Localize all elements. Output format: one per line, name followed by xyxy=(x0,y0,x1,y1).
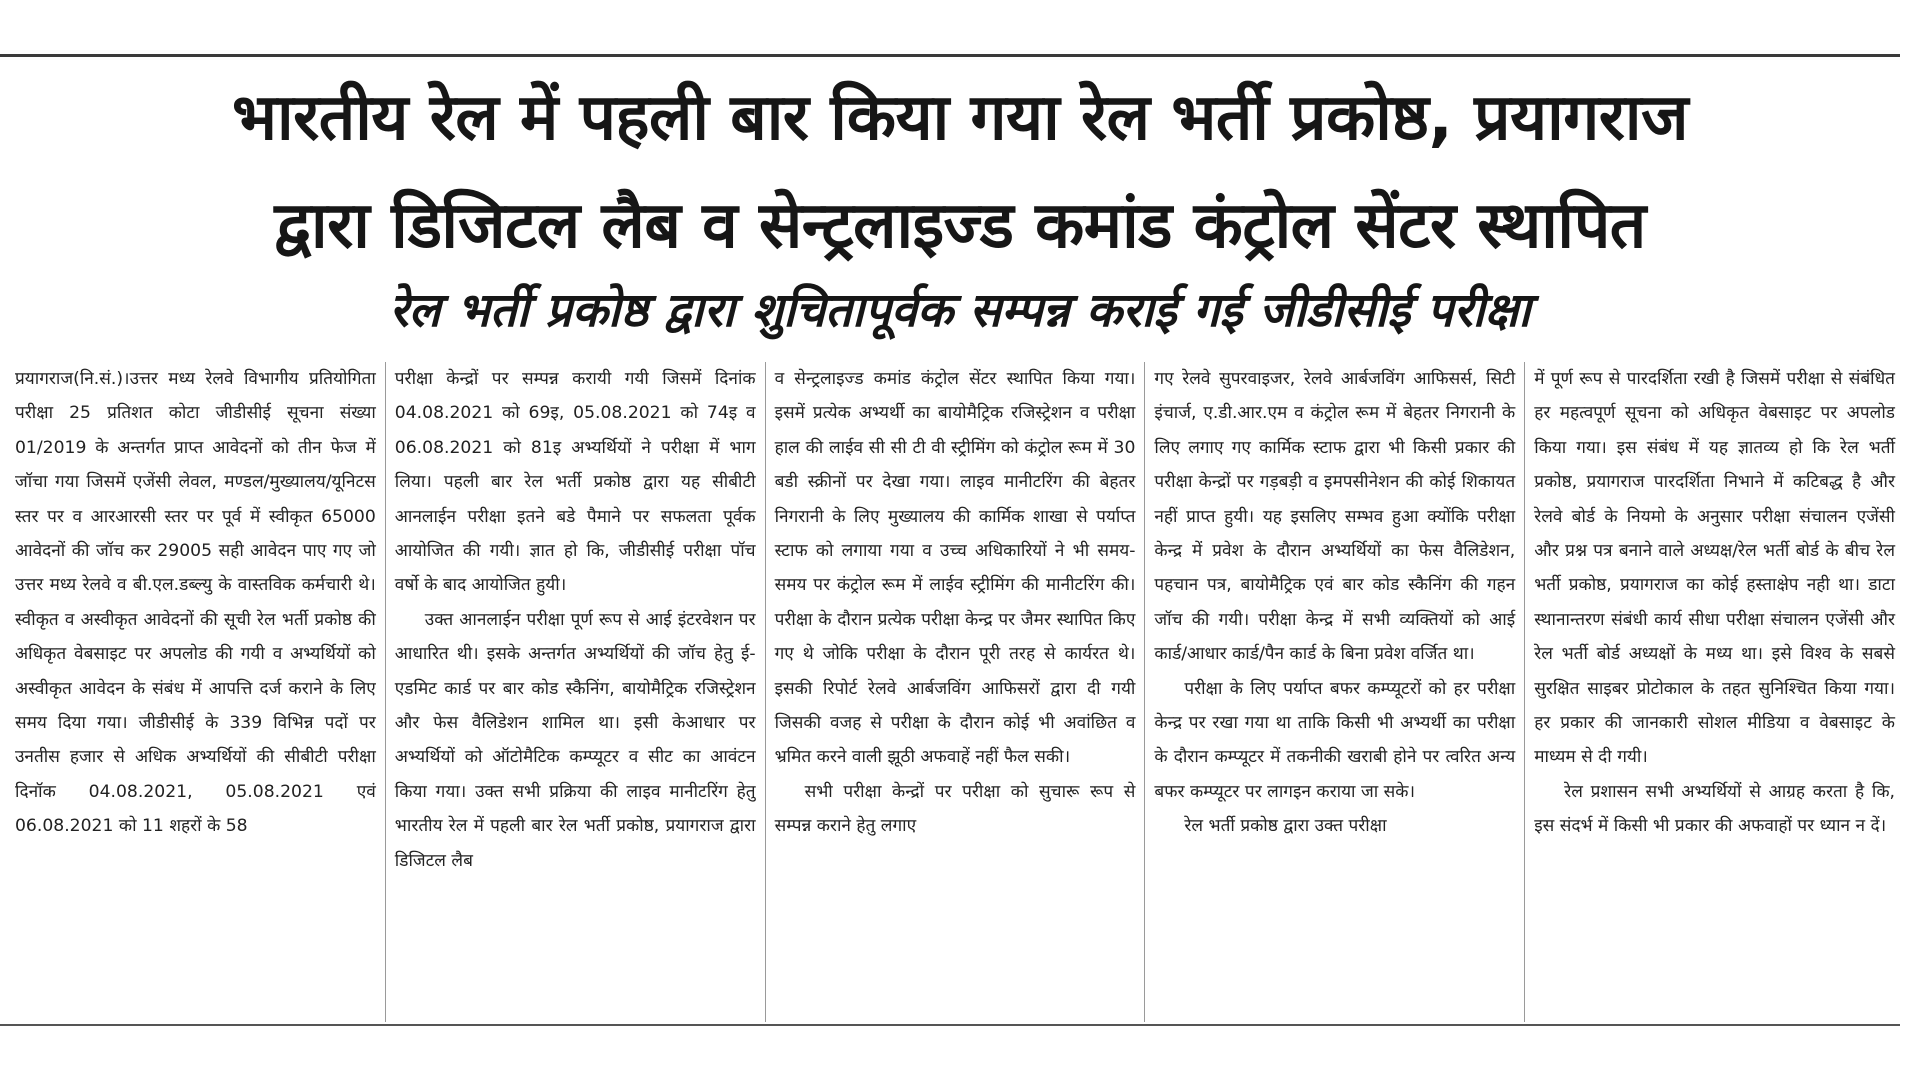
headline xyxy=(0,64,1920,280)
paragraph: गए रेलवे सुपरवाइजर, रेलवे आर्बजविंग आफिसर्स, सिटी इंचार्ज, ए.डी.आर.एम व कंट्रोल रूम में बेहतर निगरानी के लिए लगाए गए कार्मिक स्टाफ द्वारा भी किसी प्रकार की परीक्षा केन्द्रों पर गड़बड़ी व इमपसीनेशन की कोई शिकायत नहीं प्राप्त हुयी। यह इसलिए सम्भव हुआ क्योंकि परीक्षा केन्द्र में प्रवेश के दौरान अभ्यर्थियों का फेस वैलिडेशन, पहचान पत्र, बायोमैट्रिक एवं बार कोड स्कैनिंग की गहन जॉच की गयी। परीक्षा केन्द्र में सभी व्यक्तियों को आई कार्ड/आधार कार्ड/पैन कार्ड के बिना प्रवेश वर्जित था। xyxy=(1154,369,1516,665)
column-1 xyxy=(6,362,386,1022)
column-2 xyxy=(386,362,766,1022)
top-rule xyxy=(0,54,1900,57)
headline-line-1: भारतीय रेल में पहली बार किया गया रेल भर्ती प्रकोष्ठ, प्रयागराज xyxy=(232,81,1688,155)
paragraph: रेल भर्ती प्रकोष्ठ द्वारा उक्त परीक्षा xyxy=(1184,816,1387,837)
bottom-rule xyxy=(0,1024,1900,1026)
paragraph: रेल प्रशासन सभी अभ्यर्थियों से आग्रह करता है कि, इस संदर्भ में किसी भी प्रकार की अफवाहों पर ध्यान न दें। xyxy=(1534,781,1895,837)
paragraph: व सेन्ट्रलाइज्ड कमांड कंट्रोल सेंटर स्थापित किया गया। इसमें प्रत्येक अभ्यर्थी का बायोमैट्रिक रजिस्ट्रेशन व परीक्षा हाल की लाईव सी सी टी वी स्ट्रीमिंग को कंट्रोल रूम में 30 बडी स्क्रीनों पर देखा गया। लाइव मानीटरिंग की बेहतर निगरानी के लिए मुख्यालय की कार्मिक शाखा से पर्याप्त स्टाफ को लगाया गया व उच्च अधिकारियों ने भी समय-समय पर कंट्रोल रूम में लाईव स्ट्रीमिंग की मानीटरिंग की। परीक्षा के दौरान प्रत्येक परीक्षा केन्द्र पर जैमर स्थापित किए गए थे जोकि परीक्षा के दौरान पूरी तरह से कार्यरत थे। इसकी रिपोर्ट रेलवे आर्बजविंग आफिसरों द्वारा दी गयी जिसकी वजह से परीक्षा के दौरान कोई भी अवांछित व भ्रमित करने वाली झूठी अफवाहें नहीं फैल सकी। xyxy=(774,369,1136,768)
column-4 xyxy=(1145,362,1525,1022)
subheadline: रेल भर्ती प्रकोष्ठ द्वारा शुचितापूर्वक सम्पन्न कराई गई जीडीसीई परीक्षा xyxy=(389,283,1531,338)
article-columns xyxy=(6,362,1904,1022)
headline-line-2: द्वारा डिजिटल लैब व सेन्ट्रलाइज्ड कमांड कंट्रोल सेंटर स्थापित xyxy=(274,189,1646,263)
column-3 xyxy=(766,362,1146,1022)
paragraph: में पूर्ण रूप से पारदर्शिता रखी है जिसमें परीक्षा से संबंधित हर महत्वपूर्ण सूचना को अधिकृत वेबसाइट पर अपलोड किया गया। इस संबंध में यह ज्ञातव्य हो कि रेल भर्ती प्रकोष्ठ, प्रयागराज पारदर्शिता निभाने में कटिबद्ध है और रेलवे बोर्ड के नियमो के अनुसार परीक्षा संचालन एजेंसी और प्रश्न पत्र बनाने वाले अध्यक्ष/रेल भर्ती बोर्ड के बीच रेल भर्ती प्रकोष्ठ, प्रयागराज का कोई हस्ताक्षेप नही था। डाटा स्थानान्तरण संबंधी कार्य सीधा परीक्षा संचालन एजेंसी और रेल भर्ती बोर्ड अध्यक्षों के मध्य था। इसे विश्व के सबसे सुरक्षित साइबर प्रोटोकाल के तहत सुनिश्चित किया गया। हर प्रकार की जानकारी सोशल मीडिया व वेबसाइट के माध्यम से दी गयी। xyxy=(1534,369,1895,768)
paragraph: उक्त आनलाईन परीक्षा पूर्ण रूप से आई इंटरवेशन पर आधारित थी। इसके अन्तर्गत अभ्यर्थियों की जॉच हेतु ई-एडमिट कार्ड पर बार कोड स्कैनिंग, बायोमैट्रिक रजिस्ट्रेशन और फेस वैलिडेशन शामिल था। इसी केआधार पर अभ्यर्थियों को ऑटोमैटिक कम्प्यूटर व सीट का आवंटन किया गया। उक्त सभी प्रक्रिया की लाइव मानीटरिंग हेतु भारतीय रेल में पहली बार रेल भर्ती प्रकोष्ठ, प्रयागराज द्वारा डिजिटल लैब xyxy=(394,609,756,871)
paragraph: सभी परीक्षा केन्द्रों पर परीक्षा को सुचारू रूप से सम्पन्न कराने हेतु लगाए xyxy=(774,781,1136,837)
paragraph: प्रयागराज(नि.सं.)।उत्तर मध्य रेलवे विभागीय प्रतियोगिता परीक्षा 25 प्रतिशत कोटा जीडीसीई सूचना संख्या 01/2019 के अन्तर्गत प्राप्त आवेदनों को तीन फेज में जॉचा गया जिसमें एजेंसी लेवल, मण्डल/मुख्यालय/यूनिटस स्तर पर व आरआरसी स्तर पर पूर्व में स्वीकृत 65000 आवेदनों की जॉच कर 29005 सही आवेदन पाए गए जो उत्तर मध्य रेलवे व बी.एल.डब्ल्यु के वास्तविक कर्मचारी थे। स्वीकृत व अस्वीकृत आवेदनों की सूची रेल भर्ती प्रकोष्ठ की अधिकृत वेबसाइट पर अपलोड की गयी व अभ्यर्थियों को अस्वीकृत आवेदन के संबंध में आपत्ति दर्ज कराने के लिए समय दिया गया। जीडीसीई के 339 विभिन्न पदों पर उनतीस हजार से अधिक अभ्यर्थियों की सीबीटी परीक्षा दिनॉक 04.08.2021, 05.08.2021 एवं 06.08.2021 को 11 शहरों के 58 xyxy=(15,369,376,837)
paragraph: परीक्षा केन्द्रों पर सम्पन्न करायी गयी जिसमें दिनांक 04.08.2021 को 69इ, 05.08.2021 को 74इ व 06.08.2021 को 81इ अभ्यर्थियों ने परीक्षा में भाग लिया। पहली बार रेल भर्ती प्रकोष्ठ द्वारा यह सीबीटी आनलाईन परीक्षा इतने बडे पैमाने पर सफलता पूर्वक आयोजित की गयी। ज्ञात हो कि, जीडीसीई परीक्षा पॉच वर्षो के बाद आयोजित हुयी। xyxy=(394,369,756,596)
column-5 xyxy=(1525,362,1904,1022)
paragraph: परीक्षा के लिए पर्याप्त बफर कम्प्यूटरों को हर परीक्षा केन्द्र पर रखा गया था ताकि किसी भी अभ्यर्थी का परीक्षा के दौरान कम्प्यूटर में तकनीकी खराबी होने पर त्वरित अन्य बफर कम्प्यूटर पर लागइन कराया जा सके। xyxy=(1154,678,1516,802)
